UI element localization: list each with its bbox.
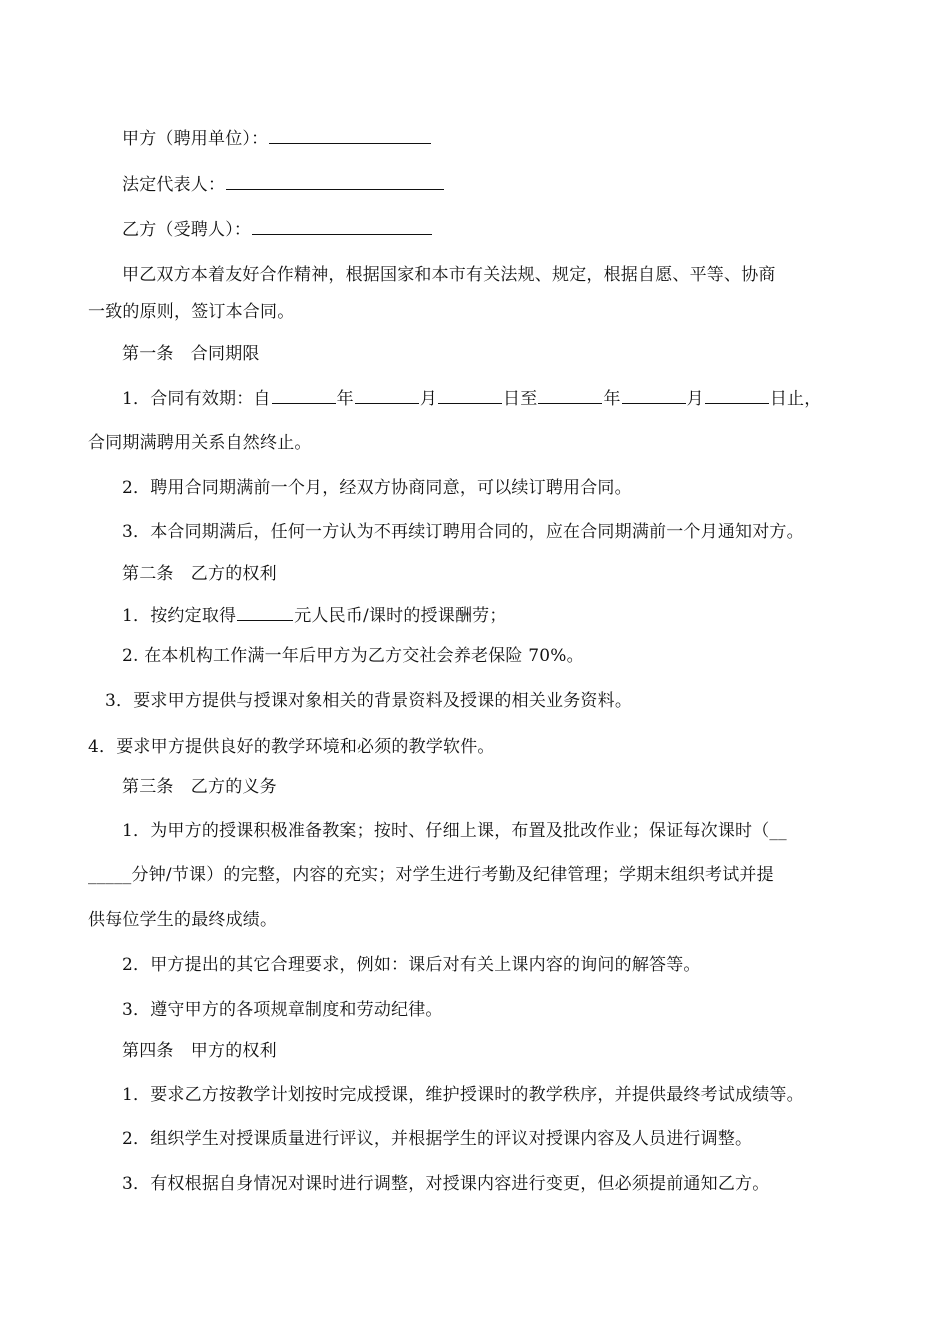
article2-item2: 2. 在本机构工作满一年后甲方为乙方交社会养老保险 70%。 xyxy=(122,646,584,666)
start-month-label: 月 xyxy=(419,389,438,409)
legal-rep-line xyxy=(122,173,445,196)
article1-item1-cont: 合同期满聘用关系自然终止。 xyxy=(88,433,312,453)
start-year-label: 年 xyxy=(336,389,354,409)
start-day-label: 日至 xyxy=(503,389,538,409)
intro-line-1: 甲乙双方本着友好合作精神，根据国家和本市有关法规、规定，根据自愿、平等、协商 xyxy=(122,265,776,285)
article1-item2: 2．聘用合同期满前一个月，经双方协商同意，可以续订聘用合同。 xyxy=(122,478,632,498)
intro-line-2: 一致的原则，签订本合同。 xyxy=(88,302,295,322)
fee-prefix: 1．按约定取得 xyxy=(122,606,237,626)
article2-item3: 3．要求甲方提供与授课对象相关的背景资料及授课的相关业务资料。 xyxy=(105,691,633,711)
term-prefix: 1．合同有效期：自 xyxy=(122,389,271,409)
article1-title: 第一条 合同期限 xyxy=(122,344,260,364)
article2-item1 xyxy=(122,604,507,627)
party-a-line xyxy=(122,127,432,150)
article2-title: 第二条 乙方的权利 xyxy=(122,564,277,584)
article3-item1-line2: _____分钟/节课）的完整，内容的充实；对学生进行考勤及纪律管理；学期末组织考试并提 xyxy=(88,865,774,885)
end-year-label: 年 xyxy=(603,389,621,409)
article1-item1 xyxy=(122,387,821,410)
article3-item2: 2．甲方提出的其它合理要求，例如：课后对有关上课内容的询问的解答等。 xyxy=(122,955,701,975)
party-b-line xyxy=(122,218,433,241)
article3-title: 第三条 乙方的义务 xyxy=(122,777,277,797)
article3-item1-line3: 供每位学生的最终成绩。 xyxy=(88,910,278,930)
article4-item2: 2．组织学生对授课质量进行评议，并根据学生的评议对授课内容及人员进行调整。 xyxy=(122,1129,753,1149)
fee-suffix: 元人民币/课时的授课酬劳； xyxy=(294,606,507,626)
end-month-blank xyxy=(622,387,686,404)
end-day-label: 日止， xyxy=(769,389,822,409)
end-month-label: 月 xyxy=(686,389,704,409)
start-year-blank xyxy=(272,387,336,404)
end-year-blank xyxy=(538,387,602,404)
article4-item3: 3．有权根据自身情况对课时进行调整，对授课内容进行变更，但必须提前通知乙方。 xyxy=(122,1174,770,1194)
party-b-label: 乙方（受聘人）： xyxy=(122,220,252,240)
article3-item3: 3．遵守甲方的各项规章制度和劳动纪律。 xyxy=(122,1000,443,1020)
end-day-blank xyxy=(705,387,769,404)
party-b-blank xyxy=(252,218,432,235)
start-day-blank xyxy=(438,387,502,404)
article4-item1: 1．要求乙方按教学计划按时完成授课，维护授课时的教学秩序，并提供最终考试成绩等。 xyxy=(122,1085,804,1105)
party-a-label: 甲方（聘用单位）： xyxy=(122,129,269,149)
article2-item4: 4．要求甲方提供良好的教学环境和必须的教学软件。 xyxy=(88,737,495,757)
party-a-blank xyxy=(269,127,431,144)
article3-item1-line1: 1．为甲方的授课积极准备教案；按时、仔细上课，布置及批改作业；保证每次课时（__ xyxy=(122,821,787,841)
fee-blank xyxy=(237,604,293,621)
legal-rep-label: 法定代表人： xyxy=(122,175,226,195)
article1-item3: 3．本合同期满后，任何一方认为不再续订聘用合同的，应在合同期满前一个月通知对方。 xyxy=(122,522,804,542)
start-month-blank xyxy=(355,387,419,404)
article4-title: 第四条 甲方的权利 xyxy=(122,1041,277,1061)
legal-rep-blank xyxy=(226,173,444,190)
